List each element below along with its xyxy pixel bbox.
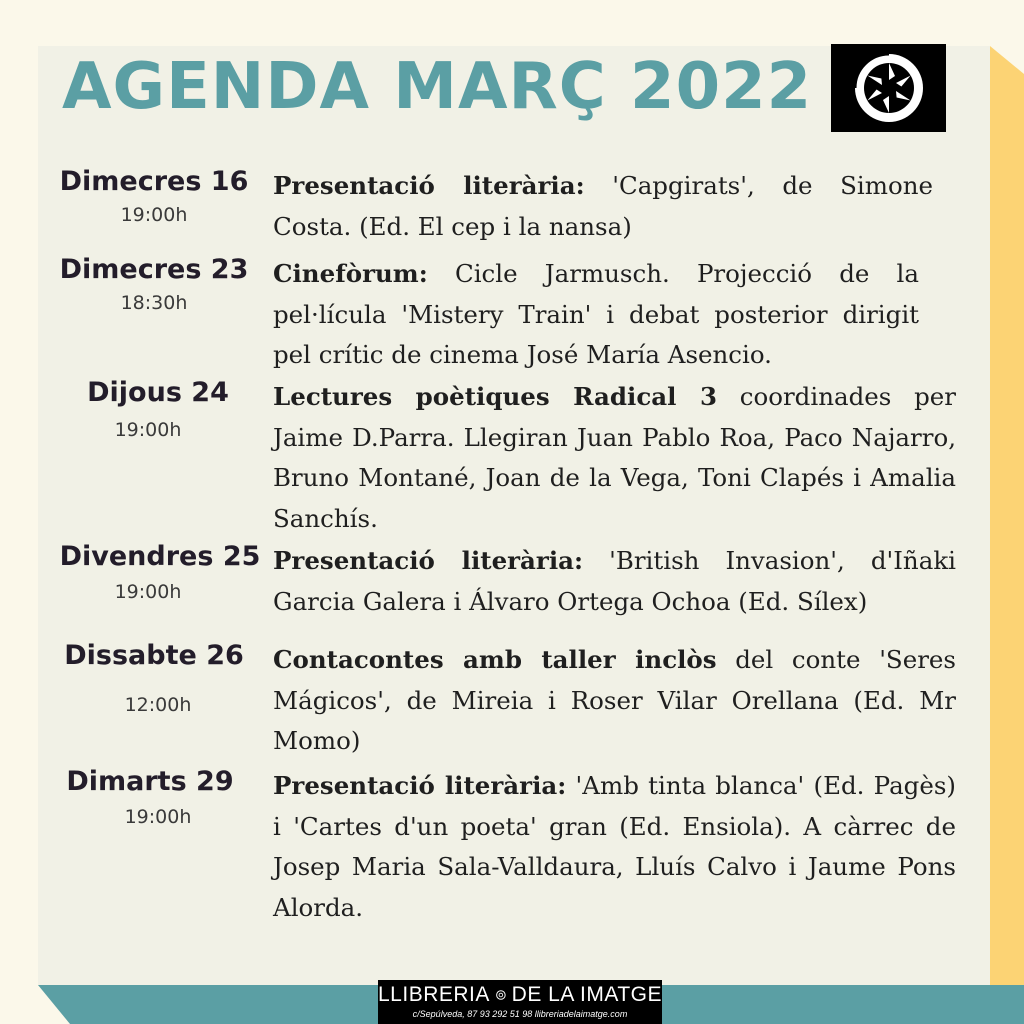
event-highlight: Cinefòrum: — [273, 259, 428, 288]
event-description — [273, 640, 956, 762]
event-highlight: Presentació literària: — [273, 171, 585, 200]
page-title: AGENDA MARÇ 2022 — [62, 50, 813, 124]
event-highlight: Presentació literària: — [273, 546, 584, 575]
event-time: 19:00h — [114, 419, 182, 441]
event-day: Dimecres 16 — [59, 166, 249, 197]
event-description — [273, 766, 956, 928]
event-text: coordinades per Jaime D.Parra. Llegiran Juan Pablo Roa, Paco Najarro, Bruno Montané, Joan de la Vega, Toni Clapés i Amalia Sanchís. — [273, 382, 956, 533]
footer-address: c/Sepúlveda, 87 93 292 51 98 llibreriadelaimatge.com — [412, 1009, 628, 1019]
event-text: 'British Invasion', d'Iñaki Garcia Galera i Álvaro Ortega Ochoa (Ed. Sílex) — [273, 546, 956, 616]
event-day: Divendres 25 — [59, 541, 261, 572]
event-highlight: Lectures poètiques Radical 3 — [273, 382, 717, 411]
bookshop-footer-logo — [378, 980, 662, 1024]
event-day: Dijous 24 — [87, 377, 229, 408]
footer-brand-right: DE LA IMATGE — [511, 983, 662, 1006]
event-day: Dimecres 23 — [59, 254, 249, 285]
event-description — [273, 166, 933, 247]
camera-shutter-logo — [831, 44, 946, 132]
aperture-icon — [849, 48, 929, 128]
event-time: 19:00h — [124, 806, 192, 828]
event-highlight: Presentació literària: — [273, 771, 567, 800]
aperture-small-icon — [496, 987, 506, 1003]
event-day: Dimarts 29 — [66, 766, 234, 797]
event-day: Dissabte 26 — [64, 640, 244, 671]
event-description — [273, 254, 919, 376]
event-text: 'Capgirats', de Simone Costa. (Ed. El cep i la nansa) — [273, 171, 933, 241]
footer-brand-left: LLIBRERIA — [378, 983, 490, 1006]
event-text: Cicle Jarmusch. Projecció de la pel·lícula 'Mistery Train' i debat posterior dirigit pel crític de cinema José María Asencio. — [273, 259, 919, 369]
yellow-shadow — [990, 46, 1024, 1024]
event-text: 'Amb tinta blanca' (Ed. Pagès) i 'Cartes d'un poeta' gran (Ed. Ensiola). A càrrec de Josep Maria Sala-Valldaura, Lluís Calvo i Jaume Pons Alorda. — [273, 771, 956, 922]
event-description — [273, 377, 956, 539]
event-time: 19:00h — [120, 204, 188, 226]
event-description — [273, 541, 956, 622]
event-text: del conte 'Seres Mágicos', de Mireia i Roser Vilar Orellana (Ed. Mr Momo) — [273, 645, 956, 755]
event-time: 12:00h — [124, 694, 192, 716]
event-time: 18:30h — [120, 292, 188, 314]
event-highlight: Contacontes amb taller inclòs — [273, 645, 717, 674]
footer-brand — [378, 982, 662, 1008]
event-time: 19:00h — [114, 581, 182, 603]
